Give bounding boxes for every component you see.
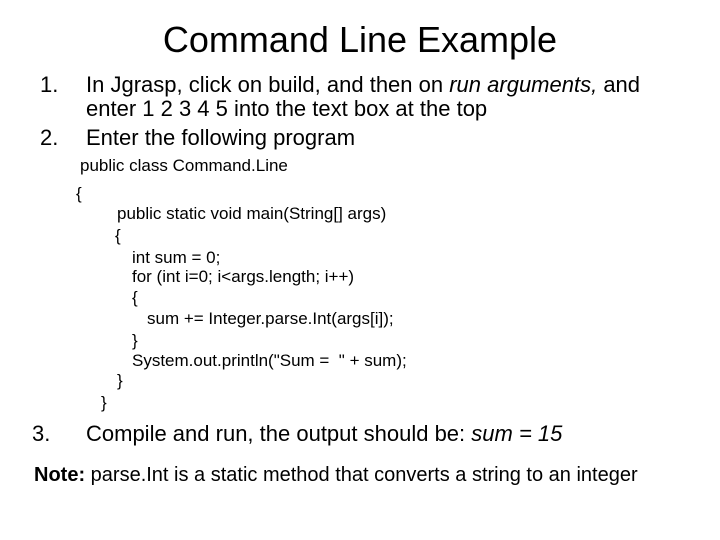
step-1-number: 1. — [40, 72, 59, 97]
code-line: int sum = 0; — [132, 248, 221, 267]
code-line: } — [117, 371, 123, 390]
step-3-prefix: Compile and run, the output should be: — [86, 421, 472, 446]
code-line: System.out.println("Sum = " + sum); — [132, 351, 407, 370]
step-1-line2: enter 1 2 3 4 5 into the text box at the top — [86, 96, 488, 121]
step-3-number: 3. — [32, 421, 51, 446]
step-1-line1-suffix: and — [597, 72, 641, 97]
code-line: } — [132, 331, 138, 350]
code-line: } — [101, 393, 107, 412]
step-1-line1-italic: run arguments, — [449, 72, 598, 97]
step-2-number: 2. — [40, 125, 59, 150]
code-line: { — [115, 226, 121, 245]
note-label: Note: — [34, 464, 86, 486]
code-line: { — [76, 184, 82, 203]
note — [34, 462, 638, 488]
step-1-line1-prefix: In Jgrasp, click on build, and then on — [86, 72, 450, 97]
code-line: for (int i=0; i<args.length; i++) — [132, 267, 355, 286]
slide-title: Command Line Example — [162, 19, 558, 60]
code-line: sum += Integer.parse.Int(args[i]); — [147, 309, 394, 328]
note-text: parse.Int is a static method that converts a string to an integer — [85, 464, 638, 486]
code-line: public class Command.Line — [80, 156, 288, 175]
code-line: { — [132, 288, 138, 307]
step-3-italic: sum = 15 — [471, 421, 563, 446]
step-3-text — [86, 421, 562, 447]
code-line: public static void main(String[] args) — [117, 204, 387, 223]
step-2-text: Enter the following program — [86, 125, 356, 150]
step-1-line1 — [86, 72, 640, 98]
